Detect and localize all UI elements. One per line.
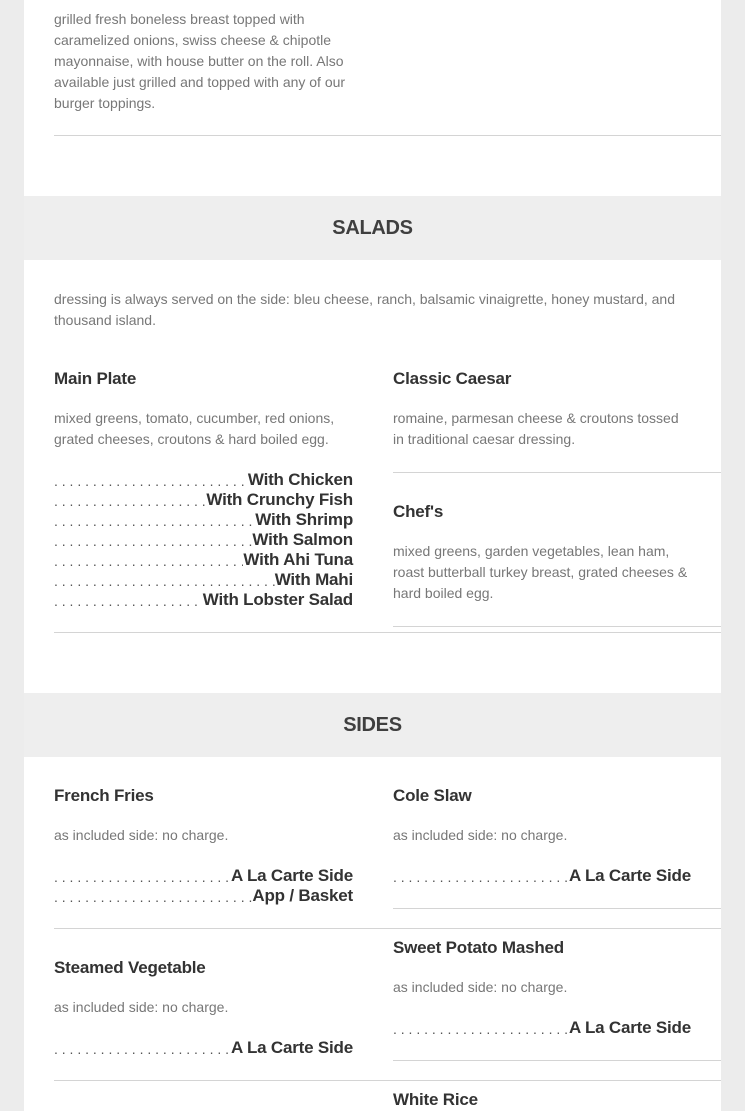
top-item <box>54 9 353 114</box>
salads-intro: dressing is always served on the side: bleu cheese, ranch, balsamic vinaigrette, honey mustard, and thousand island. <box>54 291 676 328</box>
divider <box>54 632 721 633</box>
top-item-description: grilled fresh boneless breast topped with caramelized onions, swiss cheese & chipotle mayonnaise, with house butter on the roll. Also available just grilled and topped with any of our burger toppings. <box>54 11 346 111</box>
option-label: With Chicken <box>247 470 353 489</box>
price-options <box>54 866 353 906</box>
item-title: Cole Slaw <box>393 786 472 805</box>
price-options <box>393 866 691 886</box>
price-option-shrimp[interactable] <box>54 510 353 530</box>
menu-item-french-fries <box>54 786 353 906</box>
salads-heading: SALADS <box>332 216 413 239</box>
menu-item-white-rice <box>393 1090 691 1110</box>
option-label: With Crunchy Fish <box>206 490 353 509</box>
option-label: With Salmon <box>252 530 353 549</box>
item-title: Classic Caesar <box>393 369 512 388</box>
menu-item-sweet-potato-mashed <box>393 938 691 1038</box>
price-option-chicken[interactable] <box>54 470 353 490</box>
price-option-salmon[interactable] <box>54 530 353 550</box>
item-description: as included side: no charge. <box>54 999 229 1015</box>
price-option-ahi-tuna[interactable] <box>54 550 353 570</box>
item-description: romaine, parmesan cheese & croutons tossed in traditional caesar dressing. <box>393 410 679 447</box>
divider <box>393 1060 721 1061</box>
item-description: as included side: no charge. <box>393 979 568 995</box>
item-description: as included side: no charge. <box>393 827 568 843</box>
price-options <box>54 470 353 610</box>
menu-page <box>24 0 721 1111</box>
price-option-a-la-carte[interactable] <box>54 866 353 886</box>
divider <box>54 1080 721 1081</box>
menu-item-classic-caesar <box>393 369 691 450</box>
option-label: With Mahi <box>274 570 353 589</box>
item-title: Main Plate <box>54 369 137 388</box>
option-label: A La Carte Side <box>568 1018 691 1037</box>
price-option-crunchy-fish[interactable] <box>54 490 353 510</box>
item-title: White Rice <box>393 1090 478 1109</box>
salads-section-header <box>24 196 721 260</box>
option-label: A La Carte Side <box>230 1038 353 1057</box>
sides-section-header <box>24 693 721 757</box>
divider <box>393 626 721 627</box>
price-option-a-la-carte[interactable] <box>393 866 691 886</box>
option-label: With Ahi Tuna <box>243 550 353 569</box>
option-label: With Lobster Salad <box>202 590 353 609</box>
item-description: mixed greens, garden vegetables, lean ham, roast butterball turkey breast, grated cheeses & hard boiled egg. <box>393 543 688 601</box>
option-label: With Shrimp <box>255 510 353 529</box>
item-title: Steamed Vegetable <box>54 958 206 977</box>
option-label: App / Basket <box>252 886 353 905</box>
item-title: Sweet Potato Mashed <box>393 938 564 957</box>
sides-heading: SIDES <box>343 713 402 736</box>
menu-item-cole-slaw <box>393 786 691 886</box>
item-title: Chef's <box>393 502 444 521</box>
menu-item-chefs <box>393 502 691 604</box>
option-label: A La Carte Side <box>568 866 691 885</box>
divider <box>393 472 721 473</box>
divider <box>393 908 721 909</box>
item-description: as included side: no charge. <box>54 827 229 843</box>
price-options <box>54 1038 353 1058</box>
price-option-a-la-carte[interactable] <box>54 1038 353 1058</box>
price-option-a-la-carte[interactable] <box>393 1018 691 1038</box>
divider <box>54 135 721 136</box>
item-description: mixed greens, tomato, cucumber, red onions, grated cheeses, croutons & hard boiled egg. <box>54 410 335 447</box>
menu-item-steamed-vegetable <box>54 958 353 1058</box>
menu-item-main-plate <box>54 369 353 610</box>
price-option-app-basket[interactable] <box>54 886 353 906</box>
price-options <box>393 1018 691 1038</box>
option-label: A La Carte Side <box>230 866 353 885</box>
item-title: French Fries <box>54 786 154 805</box>
price-option-lobster-salad[interactable] <box>54 590 353 610</box>
price-option-mahi[interactable] <box>54 570 353 590</box>
divider <box>54 928 721 929</box>
